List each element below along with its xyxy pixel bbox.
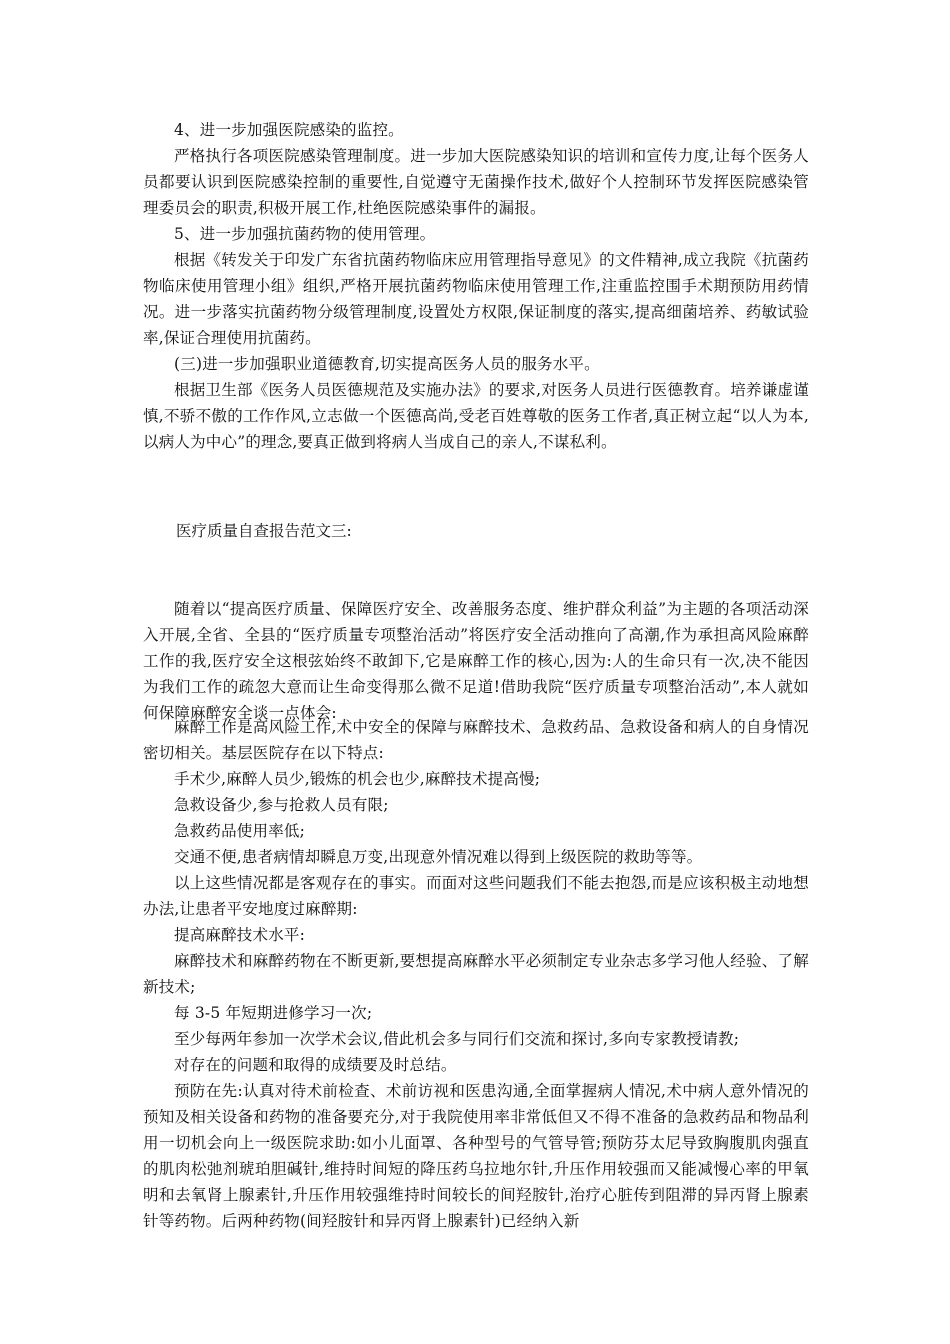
paragraph-infection-control: 严格执行各项医院感染管理制度。进一步加大医院感染知识的培训和宣传力度,让每个医务人员都要认识到医院感染控制的重要性,自觉遵守无菌操作技术,做好个人控制环节发挥医院感染管理委员会的职责,积极开展工作,杜绝医院感染事件的漏报。 bbox=[143, 147, 809, 217]
list-item: 至少每两年参加一次学术会议,借此机会多与同行们交流和探讨,多向专家教授请教; bbox=[174, 1030, 740, 1048]
list-item: 每 3-5 年短期进修学习一次; bbox=[174, 1004, 373, 1022]
paragraph-improve-skills-heading: 提高麻醉技术水平: bbox=[174, 926, 306, 944]
paragraph-medical-ethics: 根据卫生部《医务人员医德规范及实施办法》的要求,对医务人员进行医德教育。培养谦虚谨慎,不骄不傲的工作作风,立志做一个医德高尚,受老百姓尊敬的医务工作者,真正树立起“以人为本,以病人为中心”的理念,要真正做到将病人当成自己的亲人,不谋私利。 bbox=[143, 381, 809, 451]
paragraph-prevention-first: 预防在先:认真对待术前检查、术前访视和医患沟通,全面掌握病人情况,术中病人意外情况的预知及相关设备和药物的准备要充分,对于我院使用率非常低但又不得不准备的急救药品和物品利用一切机会向上一级医院求助:如小儿面罩、各种型号的气管导管;预防芬太尼导致胸腹肌肉强直的肌肉松弛剂琥珀胆碱针,维持时间短的降压药乌拉地尔针,升压作用较强而又能减慢心率的甲氧明和去氧肾上腺素针,升压作用较强维持时间较长的间羟胺针,治疗心脏传到阻滞的异丙肾上腺素针等药物。后两种药物(间羟胺针和异丙肾上腺素针)已经纳入新 bbox=[143, 1082, 809, 1230]
paragraph-section-3-heading: (三)进一步加强职业道德教育,切实提高医务人员的服务水平。 bbox=[174, 355, 600, 373]
paragraph-section-4-heading: 4、进一步加强医院感染的监控。 bbox=[174, 121, 404, 139]
paragraph-section-5-heading: 5、进一步加强抗菌药物的使用管理。 bbox=[174, 225, 436, 243]
paragraph-objective-facts: 以上这些情况都是客观存在的事实。而面对这些问题我们不能去抱怨,而是应该积极主动地想办法,让患者平安地度过麻醉期: bbox=[143, 874, 809, 918]
list-item: 对存在的问题和取得的成绩要及时总结。 bbox=[174, 1056, 457, 1074]
section-heading: 医疗质量自查报告范文三: bbox=[176, 522, 352, 540]
list-item: 急救药品使用率低; bbox=[174, 822, 306, 840]
paragraph-anesthesia-risk: 麻醉工作是高风险工作,术中安全的保障与麻醉技术、急救药品、急救设备和病人的自身情况密切相关。基层医院存在以下特点: bbox=[143, 718, 809, 762]
paragraph-intro: 随着以“提高医疗质量、保障医疗安全、改善服务态度、维护群众利益”为主题的各项活动深入开展,全省、全县的“医疗质量专项整治活动”将医疗安全活动推向了高潮,作为承担高风险麻醉工作的我,医疗安全这根弦始终不敢卸下,它是麻醉工作的核心,因为:人的生命只有一次,决不能因为我们工作的疏忽大意而让生命变得那么微不足道!借助我院“医疗质量专项整治活动”,本人就如何保障麻醉安全谈一点体会: bbox=[143, 600, 809, 722]
list-item: 手术少,麻醉人员少,锻炼的机会也少,麻醉技术提高慢; bbox=[174, 770, 541, 788]
list-item: 麻醉技术和麻醉药物在不断更新,要想提高麻醉水平必须制定专业杂志多学习他人经验、了解新技术; bbox=[143, 952, 809, 996]
list-item: 交通不便,患者病情却瞬息万变,出现意外情况难以得到上级医院的救助等等。 bbox=[174, 848, 703, 866]
paragraph-antibiotic-management: 根据《转发关于印发广东省抗菌药物临床应用管理指导意见》的文件精神,成立我院《抗菌药物临床使用管理小组》组织,严格开展抗菌药物临床使用管理工作,注重监控围手术期预防用药情况。进一步落实抗菌药物分级管理制度,设置处方权限,保证制度的落实,提高细菌培养、药敏试验率,保证合理使用抗菌药。 bbox=[143, 251, 809, 347]
list-item: 急救设备少,参与抢救人员有限; bbox=[174, 796, 389, 814]
